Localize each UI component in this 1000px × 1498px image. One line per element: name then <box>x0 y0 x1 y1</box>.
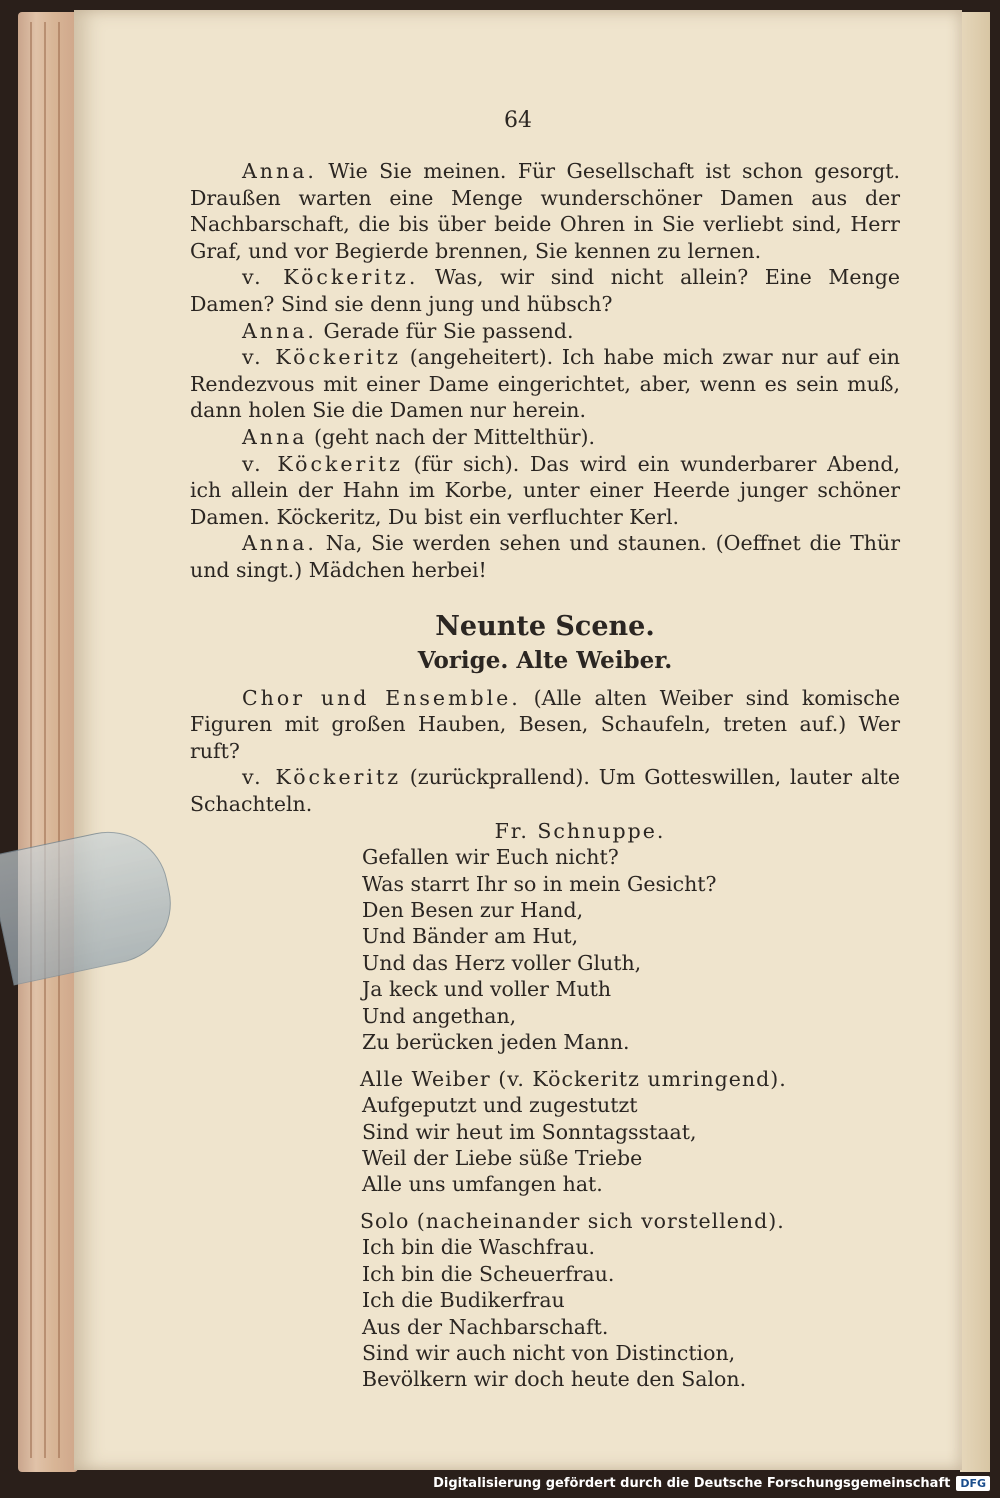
song-line: Sind wir auch nicht von Distinction, <box>362 1340 736 1365</box>
dialogue-paragraph <box>190 344 900 424</box>
song-line: Was starrt Ihr so in mein Gesicht? <box>362 871 717 896</box>
song-line: Ja keck und voller Muth <box>362 977 612 1002</box>
dialogue-text: Gerade für Sie passend. <box>316 318 574 343</box>
dialogue-paragraph <box>190 318 900 345</box>
song-line: Ich die Budikerfrau <box>362 1288 565 1313</box>
dialogue-text: Was, wir sind nicht allein? Eine Menge Damen? Sind sie denn jung und hübsch? <box>190 265 900 316</box>
dfg-logo-icon: DFG <box>956 1476 990 1491</box>
book-edge-right <box>960 12 990 1472</box>
speaker-name: Anna. <box>242 159 317 183</box>
song-line: Bevölkern wir doch heute den Salon. <box>362 1367 747 1392</box>
song-verse <box>362 1234 900 1392</box>
dialogue-paragraph <box>190 764 900 817</box>
dialogue-paragraph <box>190 530 900 583</box>
speaker-name: v. Köckeritz <box>242 765 401 790</box>
page-edge-line <box>58 22 60 1458</box>
dialogue-before <box>190 158 900 584</box>
speaker-name: Chor und Ensemble. <box>242 685 521 710</box>
song-speaker: Solo (nacheinander sich vorstellend). <box>360 1208 785 1233</box>
dialogue-paragraph <box>190 264 900 317</box>
dialogue-text: (für sich). Das wird ein wunderbarer Abend, ich allein der Hahn im Korbe, unter einer Heerde junger schöner Damen. Köckeritz, Du bist ein verfluchter Kerl. <box>190 451 900 529</box>
footer-text: Digitalisierung gefördert durch die Deutsche Forschungsgemeinschaft <box>433 1475 951 1491</box>
dialogue-paragraph <box>190 685 900 765</box>
page-text <box>190 158 900 1393</box>
song-line: Zu berücken jeden Mann. <box>362 1030 630 1055</box>
song-line: Und das Herz voller Gluth, <box>362 950 642 975</box>
song-verse <box>362 1092 900 1198</box>
song-line: Ich bin die Waschfrau. <box>362 1235 596 1260</box>
dialogue-paragraph <box>190 451 900 531</box>
dialogue-text: (angeheitert). Ich habe mich zwar nur auf ein Rendezvous mit einer Dame eingerichtet, aber, wenn es sein muß, dann holen Sie die Damen nur herein. <box>190 345 900 423</box>
song-line: Und angethan, <box>362 1003 517 1028</box>
dialogue-text: Na, Sie werden sehen und staunen. (Oeffnet die Thür und singt.) Mädchen herbei! <box>190 531 900 582</box>
page-number: 64 <box>504 108 532 133</box>
page-edge-line <box>30 22 32 1458</box>
song-line: Weil der Liebe süße Triebe <box>362 1145 643 1170</box>
song-line: Ich bin die Scheuerfrau. <box>362 1261 615 1286</box>
song-line: Aus der Nachbarschaft. <box>362 1314 609 1339</box>
dialogue-text: Wie Sie meinen. Für Gesellschaft ist schon gesorgt. Draußen warten eine Menge wunderschöner Damen aus der Nachbarschaft, die bis über beide Ohren in Sie verliebt sind, Herr Graf, und vor Begierde brennen, Sie kennen zu lernen. <box>190 159 900 263</box>
dialogue-paragraph <box>190 158 900 264</box>
song-line: Den Besen zur Hand, <box>362 898 584 923</box>
speaker-name: Anna. <box>242 318 317 343</box>
song-line: Gefallen wir Euch nicht? <box>362 845 619 870</box>
scene-title: Neunte Scene. <box>435 610 655 642</box>
song-line: Aufgeputzt und zugestutzt <box>362 1093 638 1118</box>
speaker-name: Anna <box>242 424 308 449</box>
song-speaker: Fr. Schnuppe. <box>494 818 666 843</box>
book-edge-left <box>18 12 78 1472</box>
dialogue-paragraph <box>190 424 900 451</box>
footer-credit <box>433 1472 990 1494</box>
dialogue-text: (Alle alten Weiber sind komische Figuren mit großen Hauben, Besen, Schaufeln, treten auf.) Wer ruft? <box>190 685 900 763</box>
speaker-name: Anna. <box>242 531 317 556</box>
dialogue-after <box>190 685 900 818</box>
song-line: Alle uns umfangen hat. <box>362 1172 603 1197</box>
book-page <box>74 10 962 1470</box>
page-edge-line <box>44 22 46 1458</box>
speaker-name: v. Köckeritz. <box>242 265 419 290</box>
song-verse <box>362 844 900 1055</box>
speaker-name: v. Köckeritz <box>242 451 403 476</box>
dialogue-text: (zurückprallend). Um Gotteswillen, lauter alte Schachteln. <box>190 765 900 817</box>
song-line: Und Bänder am Hut, <box>362 924 579 949</box>
speaker-name: v. Köckeritz <box>242 345 401 370</box>
scene-subtitle: Vorige. Alte Weiber. <box>417 647 673 675</box>
song-speaker: Alle Weiber (v. Köckeritz umringend). <box>360 1066 787 1091</box>
song-line: Sind wir heut im Sonntagsstaat, <box>362 1119 697 1144</box>
dialogue-text: (geht nach der Mittelthür). <box>307 424 596 449</box>
